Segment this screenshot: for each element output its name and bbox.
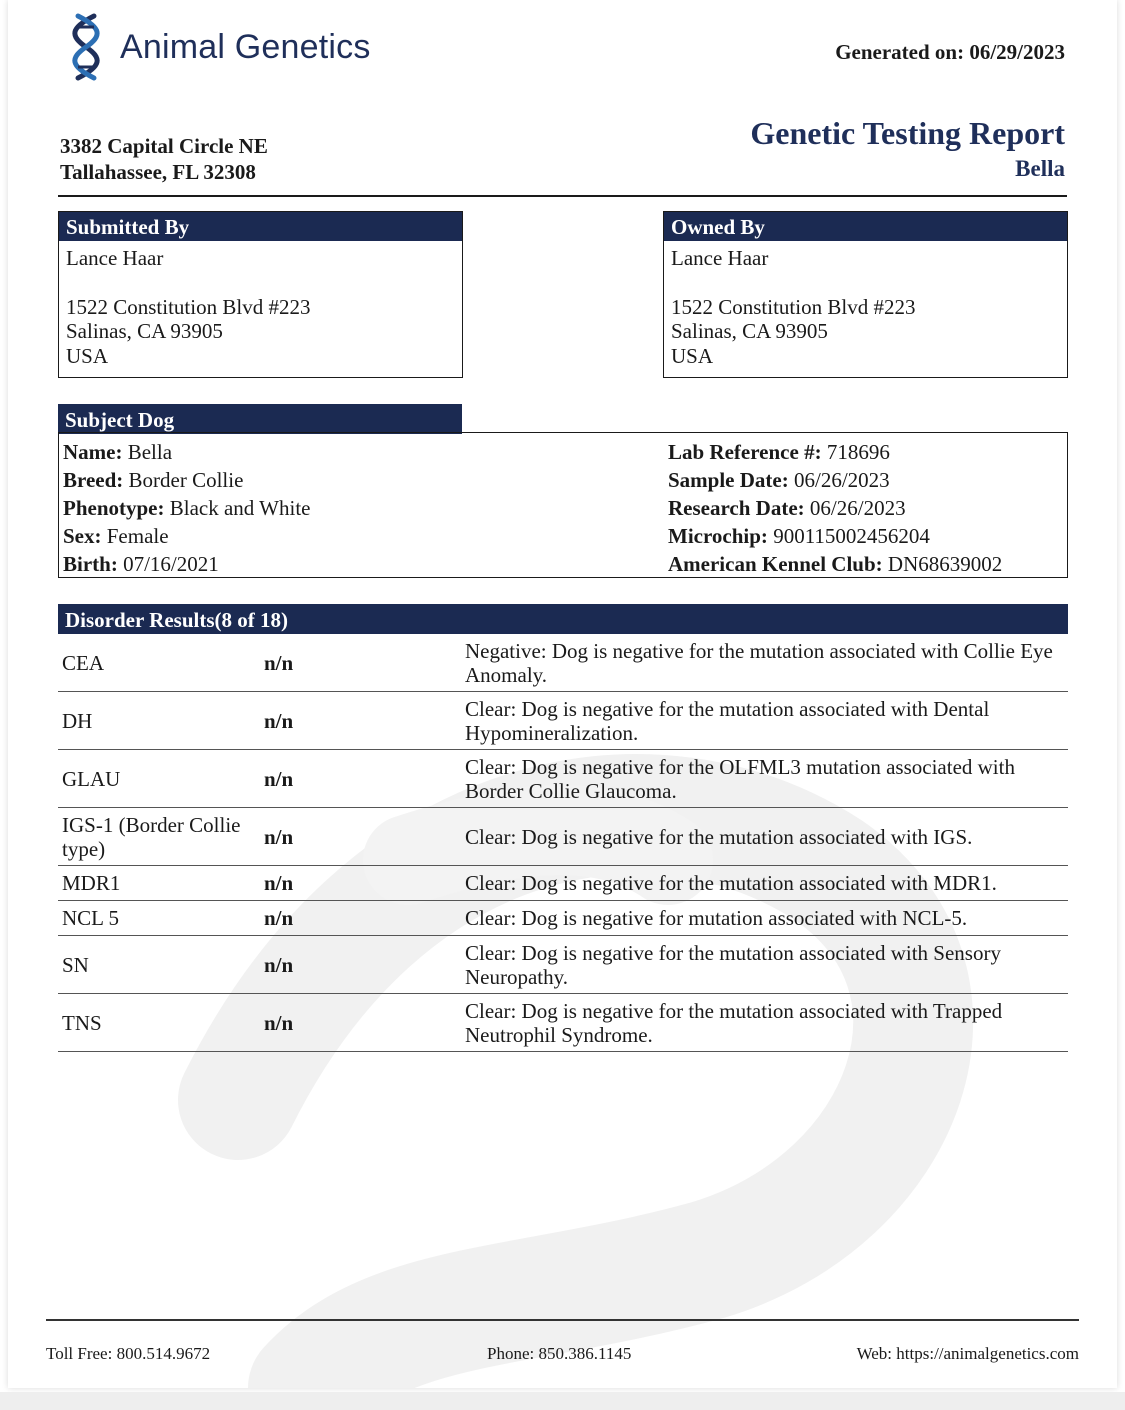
table-row	[58, 866, 1068, 901]
disorder-name: DH	[62, 708, 93, 733]
dna-helix-icon	[66, 10, 106, 84]
owner-country: USA	[671, 343, 714, 368]
genotype: n/n	[264, 906, 294, 930]
submitter-city: Salinas, CA 93905	[66, 319, 223, 343]
subject-field: American Kennel Club: DN68639002	[668, 552, 1003, 576]
lab-address-line1: 3382 Capital Circle NE	[60, 134, 268, 158]
results-heading: Disorder Results(8 of 18)	[58, 604, 1068, 634]
footer-web-link[interactable]: Web: https://animalgenetics.com	[856, 1344, 1079, 1363]
table-row	[58, 936, 1068, 994]
subject-field: Research Date: 06/26/2023	[668, 496, 906, 520]
genotype: n/n	[264, 650, 294, 675]
report-page	[8, 0, 1117, 1388]
owned-by-heading: Owned By	[664, 212, 1067, 241]
genotype: n/n	[264, 766, 294, 791]
subject-field: Birth: 07/16/2021	[63, 552, 219, 576]
subject-field: Name: Bella	[63, 440, 173, 464]
report-subject-name: Bella	[1015, 156, 1065, 181]
footer-divider	[46, 1319, 1079, 1321]
results-table	[58, 634, 1068, 1052]
result-description: Clear: Dog is negative for the mutation associated with Sensory Neuropathy.	[465, 940, 1001, 989]
submitted-by-box	[58, 211, 463, 378]
result-description: Clear: Dog is negative for the mutation associated with Dental Hypomineralization.	[465, 696, 990, 745]
brand-name: Animal Genetics	[120, 27, 371, 66]
owner-city: Salinas, CA 93905	[671, 319, 828, 343]
table-row	[58, 750, 1068, 808]
header-divider	[58, 195, 1067, 197]
table-row	[58, 994, 1068, 1052]
genotype: n/n	[264, 1010, 294, 1035]
genotype: n/n	[264, 952, 294, 977]
owner-name: Lance Haar	[671, 246, 769, 270]
subject-dog-right-column	[668, 438, 1002, 578]
subject-field: Breed: Border Collie	[63, 468, 244, 492]
genotype: n/n	[264, 871, 294, 895]
generated-date: Generated on: 06/29/2023	[835, 40, 1065, 64]
submitted-by-heading: Submitted By	[59, 212, 462, 241]
subject-field: Lab Reference #: 718696	[668, 440, 890, 464]
result-description: Clear: Dog is negative for the mutation associated with MDR1.	[465, 871, 997, 895]
table-row	[58, 808, 1068, 866]
brand-logo	[66, 10, 371, 84]
footer-toll-free: Toll Free: 800.514.9672	[46, 1344, 211, 1363]
disorder-name: NCL 5	[62, 906, 119, 930]
submitter-country: USA	[66, 343, 109, 368]
disorder-name: TNS	[62, 1010, 102, 1035]
genotype: n/n	[264, 708, 294, 733]
footer-phone: Phone: 850.386.1145	[487, 1344, 632, 1363]
submitter-street: 1522 Constitution Blvd #223	[66, 294, 311, 319]
submitter-name: Lance Haar	[66, 246, 164, 270]
lab-address	[60, 133, 268, 185]
table-row	[58, 692, 1068, 750]
result-description: Negative: Dog is negative for the mutation associated with Collie Eye Anomaly.	[465, 638, 1053, 687]
subject-dog-heading: Subject Dog	[58, 404, 462, 434]
owner-street: 1522 Constitution Blvd #223	[671, 294, 916, 319]
disorder-name: IGS-1 (Border Collie type)	[62, 812, 241, 861]
disorder-name: CEA	[62, 650, 104, 675]
subject-dog-left-column	[63, 438, 311, 578]
disorder-name: GLAU	[62, 766, 121, 791]
disorder-name: MDR1	[62, 871, 121, 895]
genotype: n/n	[264, 824, 294, 849]
subject-field: Phenotype: Black and White	[63, 496, 311, 520]
result-description: Clear: Dog is negative for the OLFML3 mutation associated with Border Collie Glaucoma.	[465, 754, 1015, 803]
subject-field: Sample Date: 06/26/2023	[668, 468, 890, 492]
lab-address-line2: Tallahassee, FL 32308	[60, 160, 256, 184]
result-description: Clear: Dog is negative for the mutation associated with Trapped Neutrophil Syndrome.	[465, 998, 1003, 1047]
table-row	[58, 901, 1068, 936]
subject-field: Microchip: 900115002456204	[668, 524, 930, 548]
next-page-edge	[0, 1392, 1125, 1410]
owned-by-box	[663, 211, 1068, 378]
result-description: Clear: Dog is negative for the mutation associated with IGS.	[465, 824, 973, 849]
table-row	[58, 634, 1068, 692]
subject-field: Sex: Female	[63, 524, 169, 548]
subject-dog-box	[58, 432, 1068, 578]
result-description: Clear: Dog is negative for mutation associated with NCL-5.	[465, 906, 968, 930]
disorder-name: SN	[62, 952, 89, 977]
report-title: Genetic Testing Report	[750, 115, 1065, 151]
